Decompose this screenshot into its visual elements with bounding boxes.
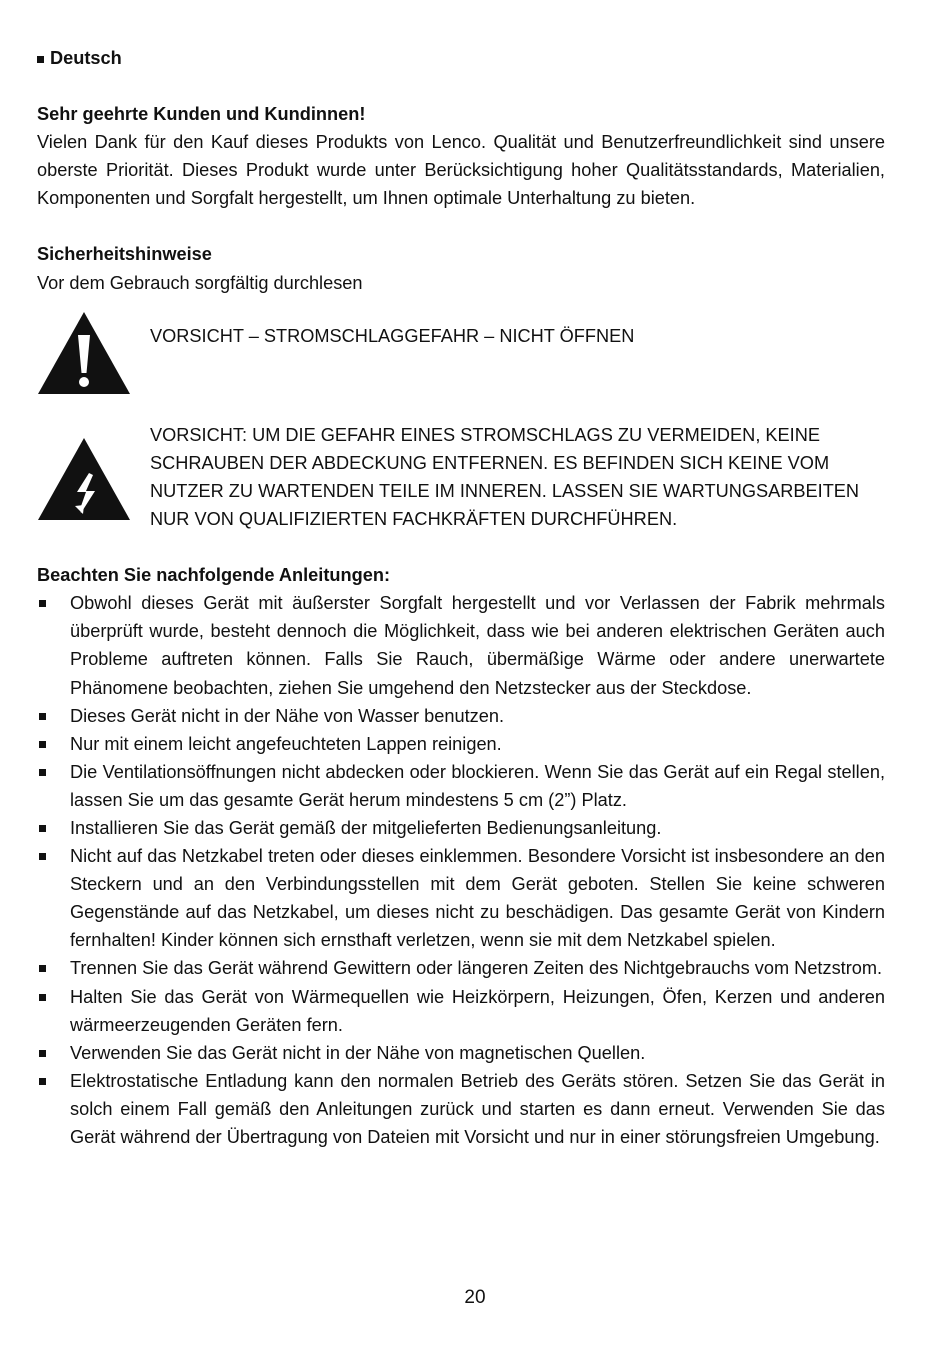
- list-item: Nur mit einem leicht angefeuchteten Lappen reinigen.: [37, 730, 885, 758]
- instructions-heading: Beachten Sie nachfolgende Anleitungen:: [37, 565, 391, 586]
- list-item: Trennen Sie das Gerät während Gewittern oder längeren Zeiten des Nichtgebrauchs vom Netzstrom.: [37, 954, 885, 982]
- square-bullet-icon: [39, 965, 46, 972]
- square-bullet-icon: [39, 994, 46, 1001]
- square-bullet-icon: [39, 1078, 46, 1085]
- safety-subheading: Vor dem Gebrauch sorgfältig durchlesen: [37, 272, 363, 293]
- square-bullet-icon: [39, 713, 46, 720]
- list-item: Installieren Sie das Gerät gemäß der mitgelieferten Bedienungsanleitung.: [37, 814, 885, 842]
- warning-text-2: VORSICHT: UM DIE GEFAHR EINES STROMSCHLAGS ZU VERMEIDEN, KEINE SCHRAUBEN DER ABDECKUNG ENTFERNEN. ES BEFINDEN SICH KEINE VOM NUTZER ZU WARTENDEN TEILE IM INNEREN. LASSEN SIE WARTUNGSARBEITEN NUR VON QUALIFIZIERTEN FACHKRÄFTEN DURCHFÜHREN.: [150, 424, 860, 530]
- lightning-triangle-icon: [37, 421, 150, 529]
- list-item: Obwohl dieses Gerät mit äußerster Sorgfalt hergestellt und vor Verlassen der Fabrik mehrmals überprüft wurde, besteht dennoch die Möglichkeit, dass wie bei anderen elektrischen Geräten auch Probleme auftreten können. Falls Sie Rauch, übermäßige Wärme oder andere unerwartete Phänomene beobachten, ziehen Sie umgehend den Netzstecker aus der Steckdose.: [37, 589, 885, 701]
- square-bullet-icon: [39, 853, 46, 860]
- square-bullet-icon: [39, 1050, 46, 1057]
- instructions-list: [37, 589, 885, 1151]
- list-item: Elektrostatische Entladung kann den normalen Betrieb des Geräts stören. Setzen Sie das Gerät in solch einem Fall gemäß den Anleitungen zurück und starten es dann erneut. Verwenden Sie das Gerät während der Übertragung von Dateien mit Vorsicht und nur in einer störungsfreien Umgebung.: [37, 1067, 885, 1151]
- warning-row-2: [37, 421, 885, 533]
- warning-row-1: [37, 311, 885, 403]
- page-number: 20: [464, 1287, 486, 1308]
- exclamation-triangle-icon: [37, 311, 150, 403]
- square-bullet-icon: [37, 56, 44, 63]
- list-item: Halten Sie das Gerät von Wärmequellen wie Heizkörpern, Heizungen, Öfen, Kerzen und anderen wärmeerzeugenden Geräten fern.: [37, 983, 885, 1039]
- list-item: Dieses Gerät nicht in der Nähe von Wasser benutzen.: [37, 702, 885, 730]
- list-item: Nicht auf das Netzkabel treten oder dieses einklemmen. Besondere Vorsicht ist insbesondere an den Steckern und an den Verbindungsstellen mit dem Gerät geboten. Stellen Sie keine schweren Gegenstände auf das Netzkabel, um dieses nicht zu beschädigen. Das gesamte Gerät von Kindern fernhalten! Kinder können sich ernsthaft verletzen, wenn sie mit dem Netzkabel spielen.: [37, 842, 885, 954]
- intro-paragraph: Vielen Dank für den Kauf dieses Produkts von Lenco. Qualität und Benutzerfreundlichkeit sind unsere oberste Priorität. Dieses Produkt wurde unter Berücksichtigung hoher Qualitätsstandards, Materialien, Komponenten und Sorgfalt hergestellt, um Ihnen optimale Unterhaltung zu bieten.: [37, 132, 885, 209]
- list-item: Verwenden Sie das Gerät nicht in der Nähe von magnetischen Quellen.: [37, 1039, 885, 1067]
- manual-page: [37, 44, 885, 1151]
- safety-heading: Sicherheitshinweise: [37, 244, 212, 265]
- square-bullet-icon: [39, 741, 46, 748]
- language-heading: [37, 44, 885, 72]
- square-bullet-icon: [39, 769, 46, 776]
- greeting: Sehr geehrte Kunden und Kundinnen!: [37, 104, 366, 125]
- warning-text-1: VORSICHT – STROMSCHLAGGEFAHR – NICHT ÖFFNEN: [150, 325, 635, 346]
- language-label: Deutsch: [50, 48, 122, 68]
- list-item: Die Ventilationsöffnungen nicht abdecken oder blockieren. Wenn Sie das Gerät auf ein Regal stellen, lassen Sie um das gesamte Gerät herum mindestens 5 cm (2”) Platz.: [37, 758, 885, 814]
- square-bullet-icon: [39, 600, 46, 607]
- square-bullet-icon: [39, 825, 46, 832]
